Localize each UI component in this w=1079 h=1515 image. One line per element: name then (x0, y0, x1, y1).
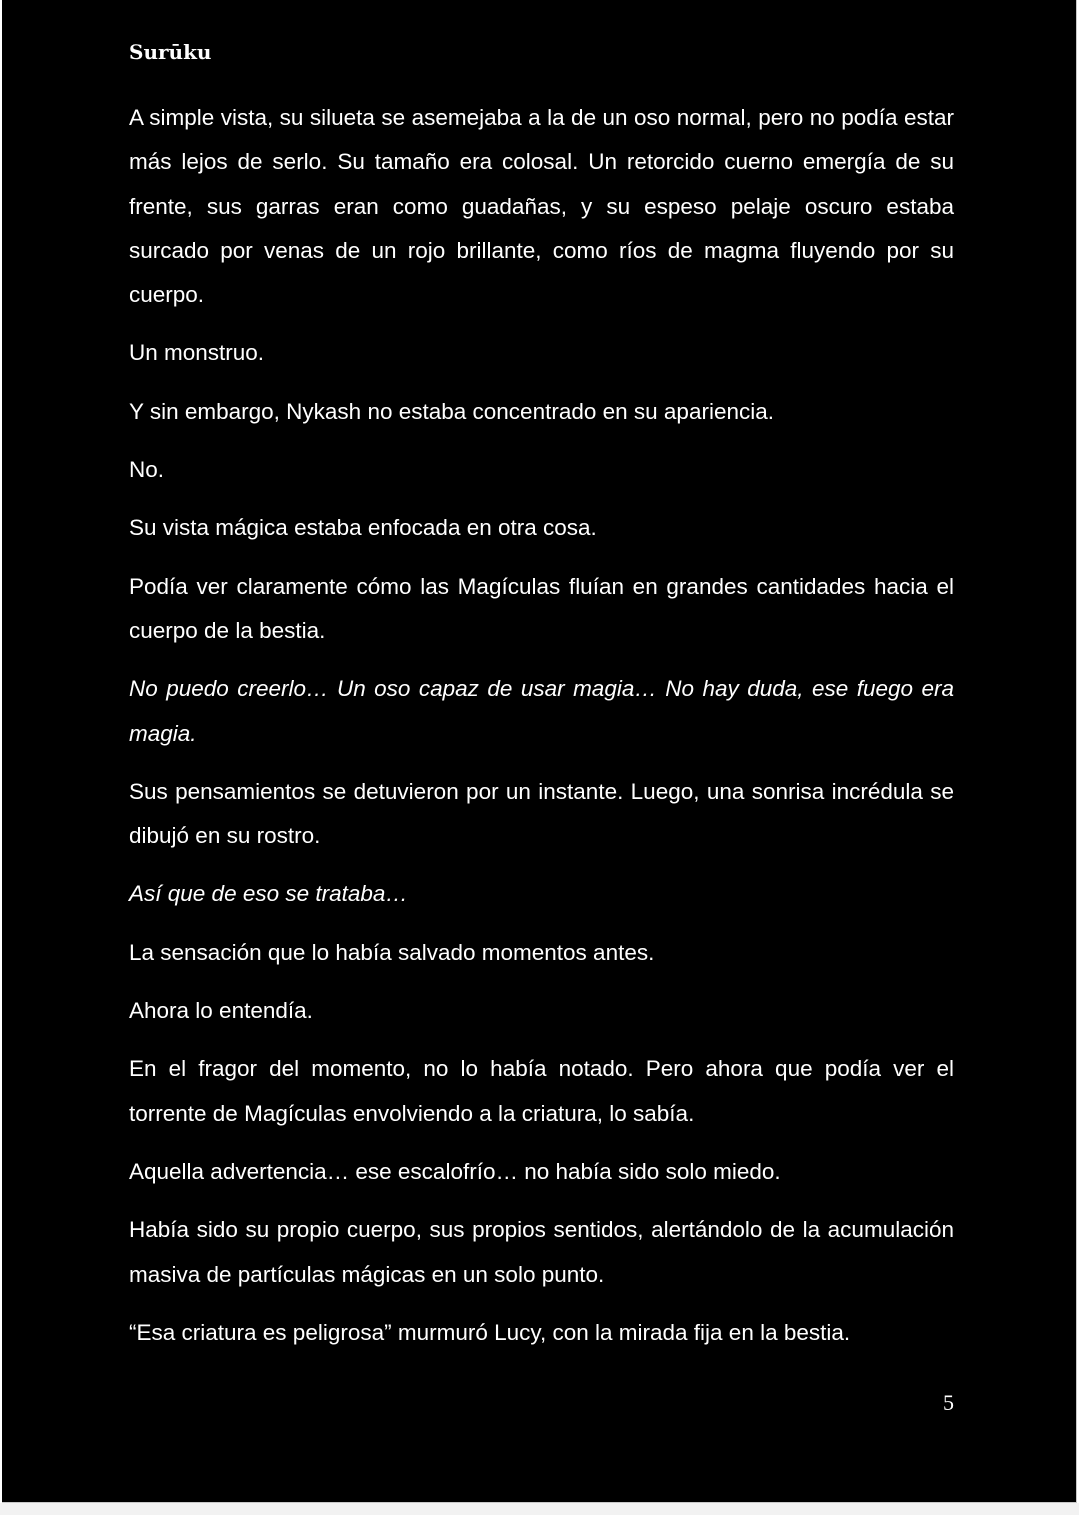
paragraph-8: Sus pensamientos se detuvieron por un instante. Luego, una sonrisa incrédula se dibujó en su rostro. (129, 778, 954, 849)
paragraph-10: La sensación que lo había salvado momentos antes. (129, 939, 655, 965)
paragraph-4: No. (129, 457, 165, 483)
body-text (129, 96, 954, 1369)
paragraph-15: “Esa criatura es peligrosa” murmuró Lucy, con la mirada fija en la bestia. (129, 1319, 851, 1345)
paragraph-1: A simple vista, su silueta se asemejaba a la de un oso normal, pero no podía estar más lejos de serlo. Su tamaño era colosal. Un retorcido cuerno emergía de su frente, sus garras eran como guadañas, y su espeso pelaje oscuro estaba surcado por venas de un rojo brillante, como ríos de magma fluyendo por su cuerpo. (129, 105, 954, 308)
paragraph-3: Y sin embargo, Nykash no estaba concentrado en su apariencia. (129, 398, 774, 424)
paragraph-5: Su vista mágica estaba enfocada en otra cosa. (129, 515, 597, 541)
paragraph-11: Ahora lo entendía. (129, 998, 313, 1024)
paragraph-7-thought: No puedo creerlo… Un oso capaz de usar magia… No hay duda, ese fuego era magia. (129, 676, 954, 746)
paragraph-14: Había sido su propio cuerpo, sus propios sentidos, alertándolo de la acumulación masiva de partículas mágicas en un solo punto. (129, 1217, 954, 1287)
document-page (2, 0, 1077, 1503)
page-number: 5 (943, 1390, 954, 1415)
paragraph-6: Podía ver claramente cómo las Magículas fluían en grandes cantidades hacia el cuerpo de la bestia. (129, 573, 954, 643)
running-header: Surūku (129, 40, 212, 64)
paragraph-9-thought: Así que de eso se trataba… (129, 881, 408, 907)
paragraph-12: En el fragor del momento, no lo había notado. Pero ahora que podía ver el torrente de Magículas envolviendo a la criatura, lo sabía. (129, 1056, 954, 1126)
paragraph-13: Aquella advertencia… ese escalofrío… no había sido solo miedo. (129, 1158, 781, 1184)
paragraph-2: Un monstruo. (129, 340, 265, 366)
bottom-strip (0, 1503, 1079, 1515)
